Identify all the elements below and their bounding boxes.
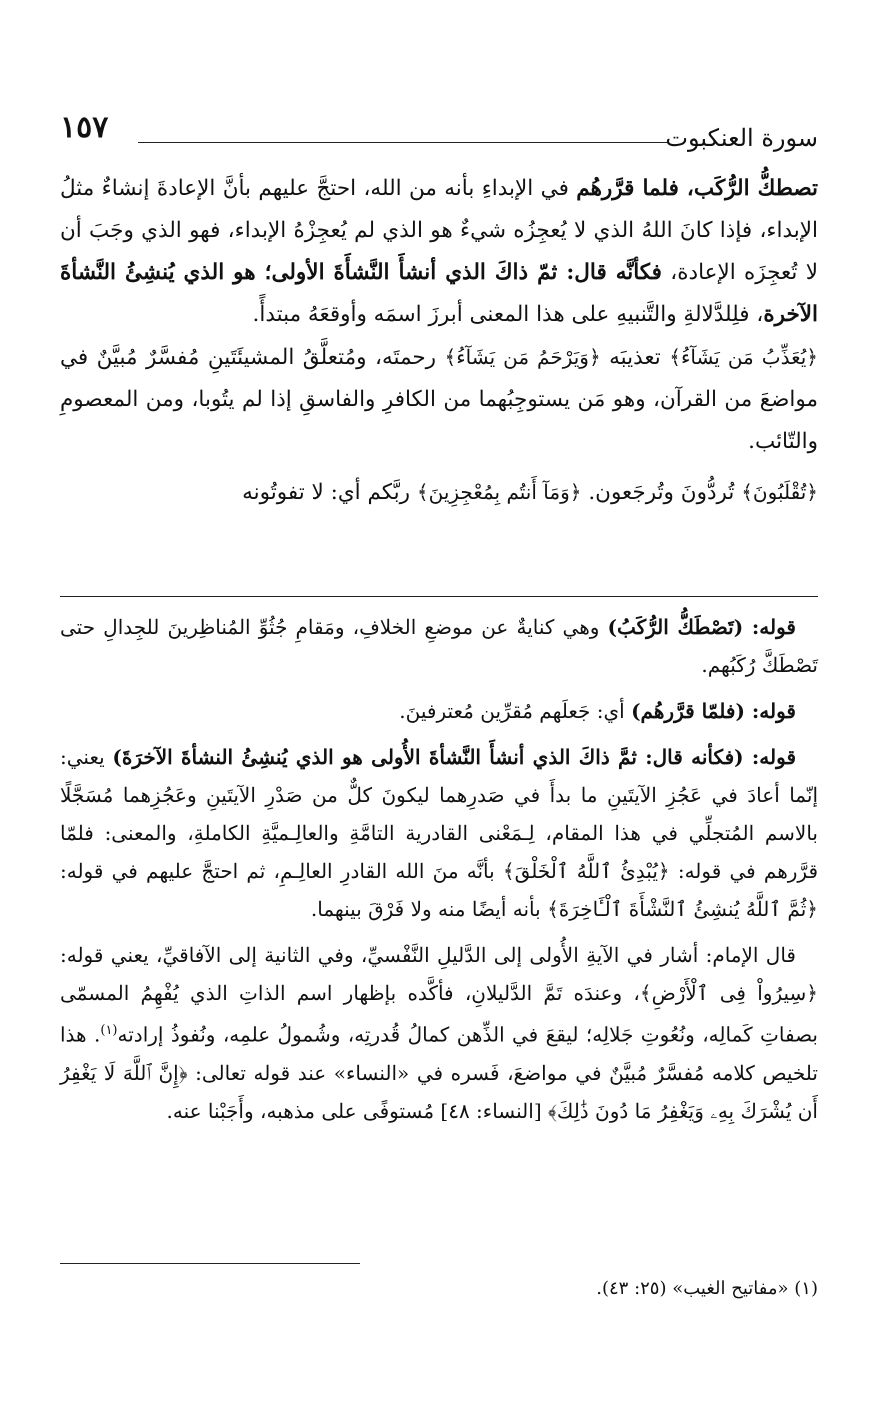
page-number: ١٥٧ (60, 110, 109, 145)
quran-verse: ﴿سِيرُواْ فِى ٱلْأَرْضِ﴾ (639, 981, 818, 1005)
main-text (60, 168, 818, 514)
main-paragraph-1 (60, 168, 818, 336)
page-header (60, 110, 818, 150)
commentary (60, 608, 818, 1138)
main-text-span: في الإبداءِ بأنه من الله، احتجَّ عليهم بأنَّ الإعادةَ إنشاءٌ مثلُ الإبداء، فإذا كانَ اللهُ الذي لا يُعجِزُه شيءٌ هو الذي لم يُعجِزْهُ الإبداء، فهو الذي وجَبَ أن لا تُعجِزَه الإعادة، (60, 176, 818, 285)
commentary-paragraph-2 (60, 692, 818, 730)
quran-verse: ﴿وَيَرْحَمُ مَن يَشَآءُ﴾ (444, 345, 601, 369)
quran-verse: ﴿يُعَذِّبُ مَن يَشَآءُ﴾ (669, 345, 819, 369)
main-text-span: تُردُّونَ وتُرجَعون. (581, 480, 742, 505)
footnote-rule (60, 1263, 360, 1264)
commentary-text: [النساء: ٤٨] مُستوفًى على مذهبه، وأَجَبْنا عنه. (166, 1098, 548, 1123)
quran-verse: ﴿إِنَّ ٱللَّهَ لَا يَغْفِرُ أَن يُشْرَكَ بِهِۦ وَيَغْفِرُ مَا دُونَ ذَٰلِكَ﴾ (60, 1060, 818, 1123)
commentary-divider (60, 596, 818, 597)
footnote-marker[interactable]: (١) (100, 1023, 118, 1038)
commentary-text: أي: جَعلَهم مُقرِّين مُعترفينَ. (399, 699, 632, 723)
book-page (60, 100, 818, 1400)
quran-verse: ﴿تُقْلَبُونَ﴾ (741, 480, 818, 504)
commentary-text: ، وعندَه تَمَّ الدَّليلانِ، فأكَّده بإظهار اسم الذاتِ الذي يُفْهِمُ المسمّى بصفاتِ كَمالِه، ونُعُوتِ جَلالِه؛ ليقعَ في الذِّهن كمالُ قُدرتِه، وشُمولُ علمِه، ونُفوذُ إرادته (60, 981, 818, 1047)
main-bold-phrase: تصطكُّ الرُّكَب، فلما قرَّرهُم (576, 176, 818, 201)
commentary-text: بأنه أيضًا منه ولا فَرْقَ بينهما. (310, 897, 548, 921)
commentary-text: بأنَّه منَ الله القادرِ العالِـمِ، ثم احتجَّ عليهم في قوله: (60, 859, 503, 883)
commentary-text: قال الإمام: أشار في الآيةِ الأُولى إلى الدَّليلِ النَّفْسيِّ، وفي الثانية إلى الآفاقيِّ، يعني قوله: (60, 943, 796, 967)
commentary-lemma: قوله: (تَصْطَكُّ الرُّكَبُ) (607, 615, 796, 639)
commentary-paragraph-4 (60, 936, 818, 1130)
commentary-paragraph-1 (60, 608, 818, 684)
main-paragraph-3 (60, 471, 818, 514)
footnote: (١) «مفاتيح الغيب» (٢٥: ٤٣). (596, 1278, 818, 1299)
running-title: سورة العنكبوت (665, 124, 818, 152)
main-bold-phrase: فكأنَّه قال: ثمّ ذاكَ الذي أنشأَ النَّشأَةَ الأولى؛ هو الذي يُنشِئُ النَّشأةَ الآخرة (60, 260, 818, 327)
main-text-span: ربَّكم أي: لا تفوتُونه (242, 480, 417, 505)
main-text-span: تعذيبَه (600, 345, 670, 370)
quran-verse: ﴿يُبْدِئُ ٱللَّهُ ٱلْخَلْقَ﴾ (502, 859, 670, 883)
commentary-lemma: قوله: (فلمّا قرَّرهُم) (631, 699, 796, 723)
header-rule (138, 142, 668, 143)
commentary-text: يعني: إنّما أعادَ في عَجُزِ الآيتَينِ ما بدأَ في صَدرِهما ليكونَ كلٌّ من صَدْرِ الآيتَينِ وعَجُزِهما مُسَجَّلًا بالاسم المُتجلِّي في هذا المقام، لِـمَعْنى القادرية التامَّةِ والعالِـميَّةِ الكاملةِ، والمعنى: فلمّا قرَّرهم في قوله: (60, 745, 819, 883)
main-paragraph-2 (60, 336, 818, 463)
quran-verse: ﴿ثُمَّ ٱللَّهُ يُنشِئُ ٱلنَّشْأَةَ ٱلْـَٔاخِرَةَ﴾ (547, 897, 818, 921)
commentary-text: وهي كنايةٌ عن موضعِ الخلافِ، ومَقامِ جُثُوِّ المُناظِرينَ للجِدالِ حتى تَصْطَكَّ رُكَبُهم. (60, 615, 818, 677)
main-text-span: رحمتَه، ومُتعلَّقُ المشيئَتَينِ مُفسَّرٌ مُبيَّنٌ في مواضعَ من القرآن، وهو مَن يستوجِبُهما من الكافرِ والفاسقِ إذا لم يتُوبا، ومن المعصومِ والتّائب. (60, 345, 818, 454)
commentary-lemma: قوله: (فكأنه قال: ثمَّ ذاكَ الذي أنشأَ النَّشأةَ الأُولى هو الذي يُنشِئُ النشأةَ الآخرَةَ) (112, 745, 796, 769)
commentary-paragraph-3 (60, 738, 818, 928)
commentary-text: . هذا تلخيص كلامه مُفسَّرٌ مُبيَّنٌ في مواضعَ، فَسره في «النساء» عند قوله تعالى: (60, 1022, 818, 1085)
main-text-span: ، فلِلدَّلالةِ والتَّنبيهِ على هذا المعنى أبرزَ اسمَه وأوقعَهُ مبتدأً. (252, 302, 764, 327)
quran-verse: ﴿وَمَآ أَنتُم بِمُعْجِزِينَ﴾ (416, 480, 582, 504)
